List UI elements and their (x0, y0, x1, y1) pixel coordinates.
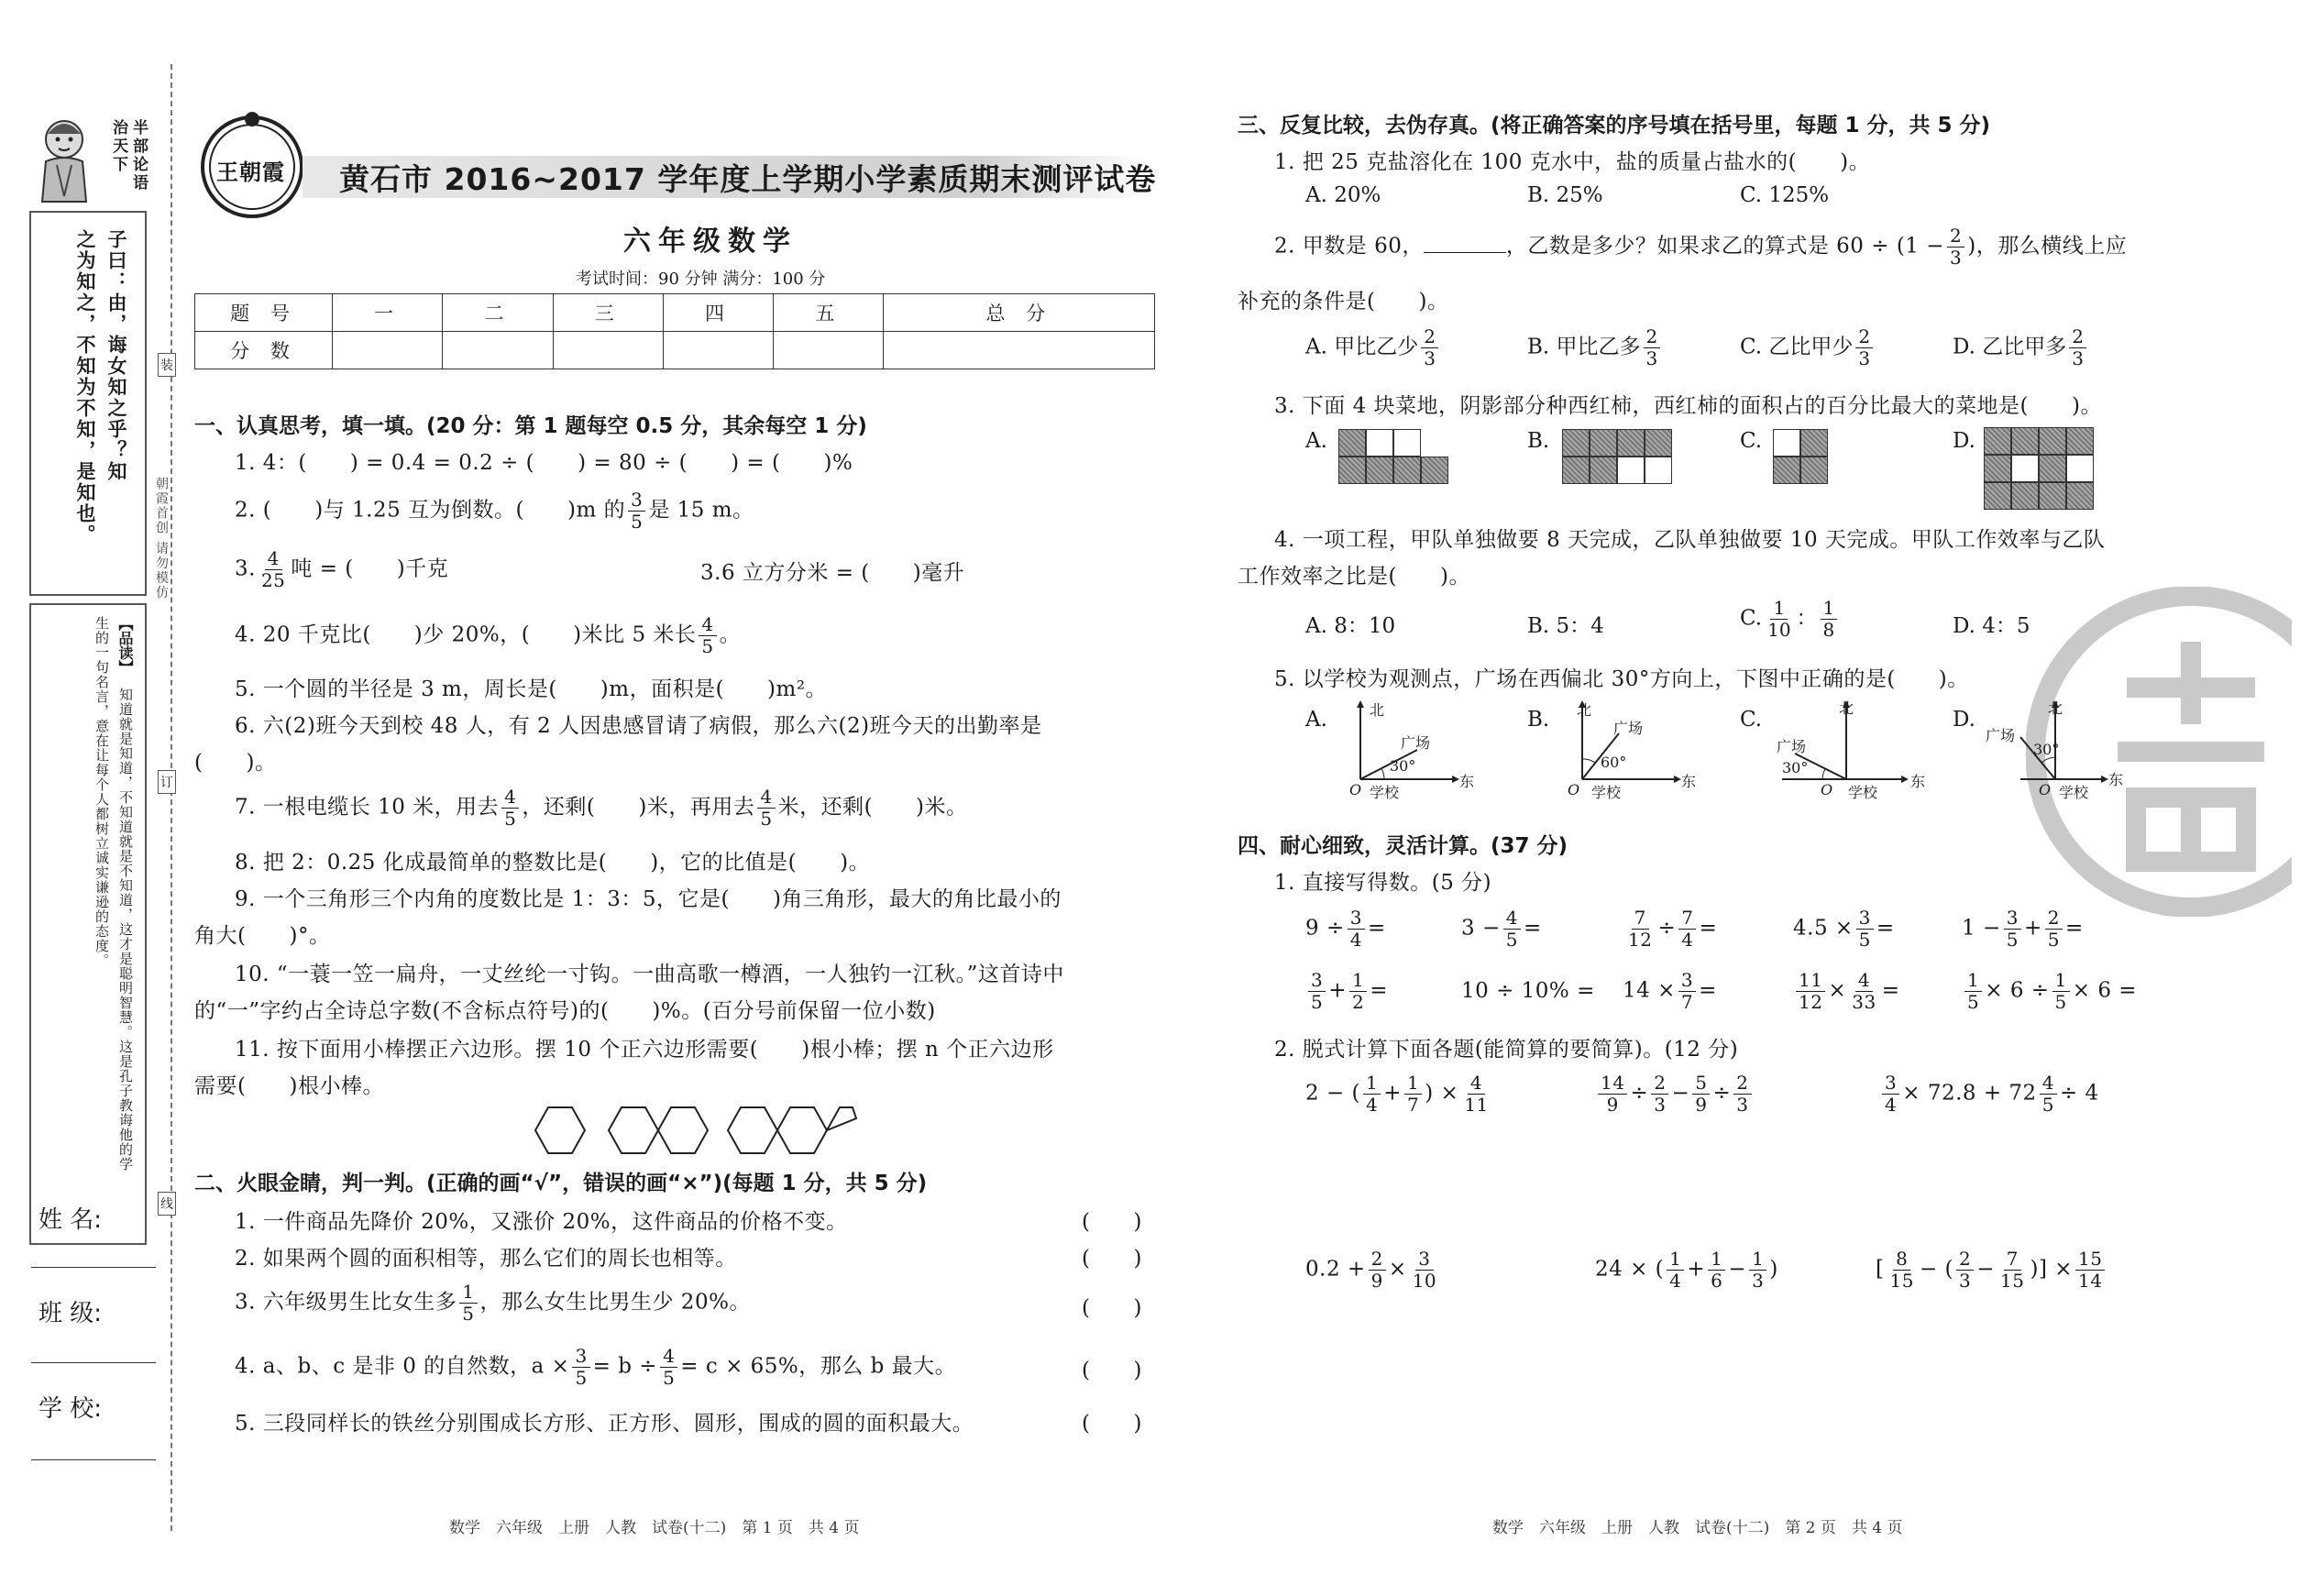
name-field[interactable] (31, 1267, 156, 1268)
answer-paren[interactable]: ( ) (1082, 1412, 1142, 1436)
fraction: $\frac{4}{5}$ (757, 787, 775, 830)
score-cell: 三 (553, 294, 663, 332)
s2-q2: 2. 如果两个圆的面积相等，那么它们的周长也相等。 (235, 1247, 737, 1271)
step-calc-item: 2 − ( $\frac{1}{4}$ + $\frac{1}{7}$ ) × $\frac{4}{11}$ (1305, 1072, 1489, 1116)
angle-label: 60° (1601, 754, 1627, 771)
score-table (194, 293, 1155, 369)
s1-q3-right: 3.6 立方分米 = ( )毫升 (700, 561, 965, 585)
option-label: D. 乙比甲多 (1953, 335, 2067, 359)
s3-q2-opt-c[interactable] (1740, 326, 1876, 369)
s3-q2-text: 2. 甲数是 60， (1274, 234, 1424, 259)
calc-item: 4.5 × $\frac{3}{5}$ = (1793, 907, 1895, 951)
plaza-label: 广场 (1777, 738, 1807, 755)
reading-title: 【品读】 (116, 616, 134, 675)
s3-q4b: 工作效率之比是( )。 (1238, 565, 1470, 589)
calc-item: 10 ÷ 10% = (1461, 979, 1595, 1003)
s3-q2-opt-d[interactable] (1953, 326, 2089, 369)
fraction: $\frac{2}{3}$ (1644, 326, 1661, 369)
s3-q5-label-a[interactable]: A. (1305, 708, 1327, 732)
s3-q3-label-c[interactable]: C. (1740, 429, 1763, 453)
step-calc-item: $\frac{3}{4}$ × 72.8 + 72 $\frac{4}{5}$ ÷ 4 (1879, 1073, 2099, 1116)
option-label: C. 乙比甲少 (1740, 335, 1854, 359)
fraction: $\frac{4}{5}$ (660, 1346, 677, 1389)
s3-q3-label-a[interactable]: A. (1305, 429, 1327, 453)
s4-sub2: 2. 脱式计算下面各题(能简算的要简算)。(12 分) (1274, 1038, 1739, 1062)
s1-q4 (235, 614, 741, 657)
quote-line-2: 之为知之，不知为不知，是知也。 (74, 229, 96, 545)
s3-q1-opt-b[interactable]: B. 25% (1527, 183, 1603, 207)
fraction: $\frac{4}{25}$ (260, 547, 286, 591)
s1-q8: 8. 把 2：0.25 化成最简单的整数比是( )，它的比值是( )。 (235, 851, 871, 875)
fraction: $\frac{2}{3}$ (1855, 326, 1873, 369)
s2-q3-end: ，那么女生比男生少 20%。 (479, 1290, 751, 1315)
s3-q3-label-d[interactable]: D. (1953, 429, 1975, 453)
binding-line (171, 64, 172, 1531)
s1-q7-mid: ，还剩( )米，再用去 (522, 795, 755, 820)
s2-q4 (235, 1346, 956, 1389)
quote-line-1: 子曰：由，诲女知之乎？知 (105, 229, 127, 482)
s1-q6b: ( )。 (194, 751, 277, 775)
score-input[interactable] (333, 332, 443, 369)
east-label: 东 (1459, 773, 1475, 790)
origin-label: O (2039, 781, 2052, 798)
calc-item: 14 × $\frac{3}{7}$ = (1623, 969, 1717, 1013)
s2-q4-text: 4. a、b、c 是非 0 的自然数，a × (235, 1354, 570, 1379)
garden-grid-b (1562, 429, 1672, 484)
calc-item: $\frac{1}{5}$ × 6 ÷ $\frac{1}{5}$ × 6 = (1962, 970, 2137, 1013)
answer-paren[interactable]: ( ) (1082, 1359, 1142, 1382)
garden-grid-a (1338, 429, 1448, 484)
north-label: 北 (2048, 699, 2063, 717)
sidebar-motto: 半部论语治天下 (109, 119, 148, 193)
s3-q2-end: )，那么横线上应 (1967, 234, 2128, 259)
s1-q11b: 需要( )根小棒。 (194, 1074, 384, 1098)
angle-label: 30° (1782, 759, 1809, 776)
s1-q9b: 角大( )°。 (194, 924, 331, 948)
calc-item: $\frac{3}{5}$ + $\frac{1}{2}$ = (1305, 970, 1388, 1013)
s3-q4a: 4. 一项工程，甲队单独做要 8 天完成，乙队单独做要 10 天完成。甲队工作效率与乙队 (1274, 528, 2106, 552)
s1-q3-text: 吨 = ( )千克 (291, 556, 449, 581)
score-cell: 总 分 (884, 294, 1155, 332)
option-label: C. (1740, 606, 1763, 631)
fraction: $\frac{3}{5}$ (628, 490, 645, 533)
class-field[interactable] (31, 1362, 156, 1363)
section-3-heading: 三、反复比较，去伪存真。(将正确答案的序号填在括号里，每题 1 分，共 5 分) (1238, 114, 1991, 138)
step-calc-item: [ $\frac{8}{15}$ − ( $\frac{2}{3}$ − $\frac{7}{15}$ )] × $\frac{15}{14}$ (1876, 1249, 2107, 1292)
origin-label: O (1821, 781, 1833, 798)
s3-q2-mid: ，乙数是多少？如果求乙的算式是 60 ÷ (1 − (1505, 234, 1945, 259)
s1-q3-num: 3. (235, 556, 256, 581)
name-label: 姓 名: (39, 1206, 103, 1234)
s2-q3 (235, 1282, 751, 1325)
north-label: 北 (1370, 701, 1385, 719)
s1-q2-text-end: 是 15 m。 (648, 498, 754, 523)
angle-label: 30° (2033, 741, 2060, 758)
garden-grid-c (1773, 429, 1828, 484)
option-label: A. 甲比乙少 (1305, 335, 1419, 359)
s2-q1: 1. 一件商品先降价 20%，又涨价 20%，这件商品的价格不变。 (235, 1210, 848, 1234)
s3-q5-label-c[interactable]: C. (1740, 708, 1763, 732)
fraction: $\frac{3}{5}$ (572, 1346, 589, 1389)
score-input[interactable] (884, 332, 1155, 369)
s3-q4-opt-c[interactable]: C. $\frac{1}{10}$ ： $\frac{1}{8}$ (1740, 598, 1840, 641)
s1-q3 (235, 548, 448, 591)
reading-line-2: 生的一句名言，意在让每个人都树立诚实谦逊的态度。 (94, 616, 110, 968)
calc-item: $\frac{11}{12}$ × $\frac{4}{33}$ = (1793, 970, 1899, 1013)
sidebar (29, 110, 149, 1577)
seal-char-2: 订 (158, 770, 176, 794)
option-label: B. 甲比乙多 (1527, 335, 1641, 359)
section-1-heading: 一、认真思考，填一填。(20 分：第 1 题每空 0.5 分，其余每空 1 分) (194, 414, 867, 438)
s3-q2 (1274, 226, 2127, 269)
school-label: 学 校: (39, 1395, 103, 1423)
seal-char-3: 线 (158, 1192, 176, 1216)
step-calc-item: $\frac{14}{9}$ ÷ $\frac{2}{3}$ − $\frac{5}{9}$ ÷ $\frac{2}{3}$ (1595, 1073, 1755, 1116)
s3-q4-opt-d[interactable]: D. 4：5 (1953, 614, 2030, 638)
compass-diagram-b (1555, 697, 1697, 807)
s4-sub1: 1. 直接写得数。(5 分) (1274, 871, 1492, 895)
copyright-note: 朝霞首创 请勿模仿 (154, 477, 169, 600)
section-4-heading: 四、耐心细致，灵活计算。(37 分) (1238, 834, 1568, 858)
fill-blank[interactable] (1424, 237, 1506, 253)
north-label: 北 (1577, 701, 1592, 719)
answer-paren[interactable]: ( ) (1082, 1247, 1142, 1271)
reading-box (29, 603, 147, 1245)
exam-subject: 六年级数学 (623, 226, 798, 258)
score-cell: 五 (774, 294, 884, 332)
school-label: 学校 (2059, 784, 2089, 801)
s3-q4-opt-b[interactable]: B. 5：4 (1527, 614, 1604, 638)
calc-item: 3 − $\frac{4}{5}$ = (1461, 907, 1542, 951)
seal-char-1: 装 (158, 353, 176, 377)
score-cell: 分 数 (195, 332, 333, 369)
s3-q3-label-b[interactable]: B. (1527, 429, 1550, 453)
s1-q2-text: 2. ( )与 1.25 互为倒数。( )m 的 (235, 498, 626, 523)
s2-q4-end: = c × 65%，那么 b 最大。 (680, 1354, 957, 1379)
score-table-header-row (195, 294, 1155, 332)
fraction: $\frac{2}{3}$ (1947, 226, 1964, 269)
plaza-label: 广场 (1613, 720, 1644, 737)
s1-q4-text: 4. 20 千克比( )少 20%，( )米比 5 米长 (235, 622, 697, 647)
s2-q4-mid: = b ÷ (592, 1354, 658, 1379)
calc-item: 9 ÷ $\frac{3}{4}$ = (1305, 907, 1386, 951)
s1-q10b: 的“一”字约占全诗总字数(不含标点符号)的( )%。(百分号前保留一位小数) (194, 999, 936, 1023)
score-table-score-row (195, 332, 1155, 369)
score-cell: 题 号 (195, 294, 333, 332)
garden-grid-d (1984, 427, 2094, 510)
reading-line-1: 知道就是知道，不知道就是不知道，这才是聪明智慧。这是孔子教诲他的学 (117, 688, 134, 1172)
calc-item: $\frac{7}{12}$ ÷ $\frac{7}{4}$ = (1628, 907, 1718, 951)
score-cell: 一 (333, 294, 443, 332)
plaza-label: 广场 (1986, 727, 2016, 744)
answer-paren[interactable]: ( ) (1082, 1296, 1142, 1320)
quote-box (29, 211, 147, 596)
class-label: 班 级: (39, 1300, 103, 1327)
s1-q11a: 11. 按下面用小棒摆正六边形。摆 10 个正六边形需要( )根小棒；摆 n 个正六边形 (235, 1038, 1054, 1062)
s3-q1-opt-c[interactable]: C. 125% (1740, 183, 1830, 207)
s3-q2d: 补充的条件是( )。 (1238, 290, 1449, 314)
step-calc-item: 0.2 + $\frac{2}{9}$ × $\frac{3}{10}$ (1305, 1248, 1437, 1292)
s1-q5: 5. 一个圆的半径是 3 m，周长是( )m，面积是( )m²。 (235, 677, 828, 701)
compass-diagram-c (1773, 697, 1929, 807)
logo-text: 王朝霞 (216, 159, 285, 185)
answer-paren[interactable]: ( ) (1082, 1210, 1142, 1234)
score-input[interactable] (553, 332, 663, 369)
s2-q3-text: 3. 六年级男生比女生多 (235, 1290, 457, 1315)
score-input[interactable] (443, 332, 553, 369)
compass-diagram-a (1333, 697, 1475, 807)
confucius-mascot-icon (33, 114, 97, 205)
s1-q10a: 10. “一蓑一笠一扁舟，一丈丝纶一寸钩。一曲高歌一樽酒，一人独钓一江秋。”这首诗中 (235, 963, 1064, 986)
plaza-label: 广场 (1401, 734, 1431, 752)
fraction: $\frac{2}{3}$ (2069, 326, 2086, 369)
s3-q5-label-b[interactable]: B. (1527, 708, 1550, 732)
page-footer-left: 数学 六年级 上册 人教 试卷(十二) 第 1 页 共 4 页 (449, 1519, 860, 1537)
origin-label: O (1349, 781, 1362, 798)
s1-q9a: 9. 一个三角形三个内角的度数比是 1：3：5，它是( )角三角形，最大的角比最小的 (235, 887, 1062, 911)
s1-q2 (235, 490, 754, 533)
fraction: $\frac{1}{8}$ (1821, 598, 1838, 641)
section-2-heading: 二、火眼金睛，判一判。(正确的画“√”，错误的画“×”)(每题 1 分，共 5 分) (194, 1172, 928, 1195)
score-cell: 二 (443, 294, 553, 332)
calc-item: 1 − $\frac{3}{5}$ + $\frac{2}{5}$ = (1962, 907, 2084, 951)
s2-q5: 5. 三段同样长的铁丝分别围成长方形、正方形、圆形，围成的圆的面积最大。 (235, 1412, 974, 1436)
angle-label: 30° (1390, 757, 1416, 775)
score-cell: 四 (663, 294, 773, 332)
s1-q7 (235, 787, 968, 830)
fraction: $\frac{4}{5}$ (699, 614, 716, 657)
school-label: 学校 (1591, 784, 1622, 801)
east-label: 东 (1910, 773, 1926, 790)
east-label: 东 (1681, 773, 1697, 790)
fraction: $\frac{2}{3}$ (1421, 326, 1438, 369)
s1-q1: 1. 4：( ) = 0.4 = 0.2 ÷ ( ) = 80 ÷ ( ) = ( )% (235, 451, 853, 475)
compass-diagram-d (1984, 697, 2124, 807)
s3-q2-opt-b[interactable] (1527, 326, 1663, 369)
s3-q5-label-d[interactable]: D. (1953, 708, 1975, 732)
s3-q1: 1. 把 25 克盐溶化在 100 克水中，盐的质量占盐水的( )。 (1274, 150, 1871, 174)
exam-info: 考试时间：90 分钟 满分：100 分 (576, 270, 826, 289)
school-field[interactable] (31, 1459, 156, 1460)
hexagon-sticks-figure (530, 1100, 860, 1161)
s1-q6a: 6. 六(2)班今天到校 48 人，有 2 人因患感冒请了病假，那么六(2)班今天的出勤率是 (235, 714, 1042, 738)
exam-title: 黄石市 2016~2017 学年度上学期小学素质期末测评试卷 (339, 161, 1157, 197)
step-calc-item: 24 × ( $\frac{1}{4}$ + $\frac{1}{6}$ − $\frac{1}{3}$ ) (1595, 1248, 1778, 1292)
east-label: 东 (2108, 771, 2124, 788)
s3-q1-opt-a[interactable]: A. 20% (1305, 183, 1381, 207)
fraction: $\frac{1}{5}$ (459, 1282, 477, 1325)
s1-q7-end: 米，还剩( )米。 (777, 795, 968, 820)
school-label: 学校 (1848, 784, 1878, 801)
origin-label: O (1568, 781, 1580, 798)
s1-q7-text: 7. 一根电缆长 10 米，用去 (235, 795, 500, 820)
s3-q5: 5. 以学校为观测点，广场在西偏北 30°方向上，下图中正确的是( )。 (1274, 667, 1969, 691)
s3-q4-opt-a[interactable]: A. 8：10 (1305, 614, 1396, 638)
s1-q4-end: 。 (719, 622, 742, 647)
score-input[interactable] (663, 332, 773, 369)
s3-q2-opt-a[interactable] (1305, 326, 1441, 369)
school-label: 学校 (1370, 784, 1400, 801)
page-footer-right: 数学 六年级 上册 人教 试卷(十二) 第 2 页 共 4 页 (1492, 1519, 1903, 1537)
north-label: 北 (1839, 699, 1854, 717)
brand-logo (193, 103, 312, 222)
s3-q3: 3. 下面 4 块菜地，阴影部分种西红柿，西红柿的面积占的百分比最大的菜地是( )。 (1274, 394, 2102, 418)
score-input[interactable] (774, 332, 884, 369)
fraction: $\frac{4}{5}$ (501, 787, 519, 830)
fraction: $\frac{1}{10}$ (1767, 597, 1791, 641)
